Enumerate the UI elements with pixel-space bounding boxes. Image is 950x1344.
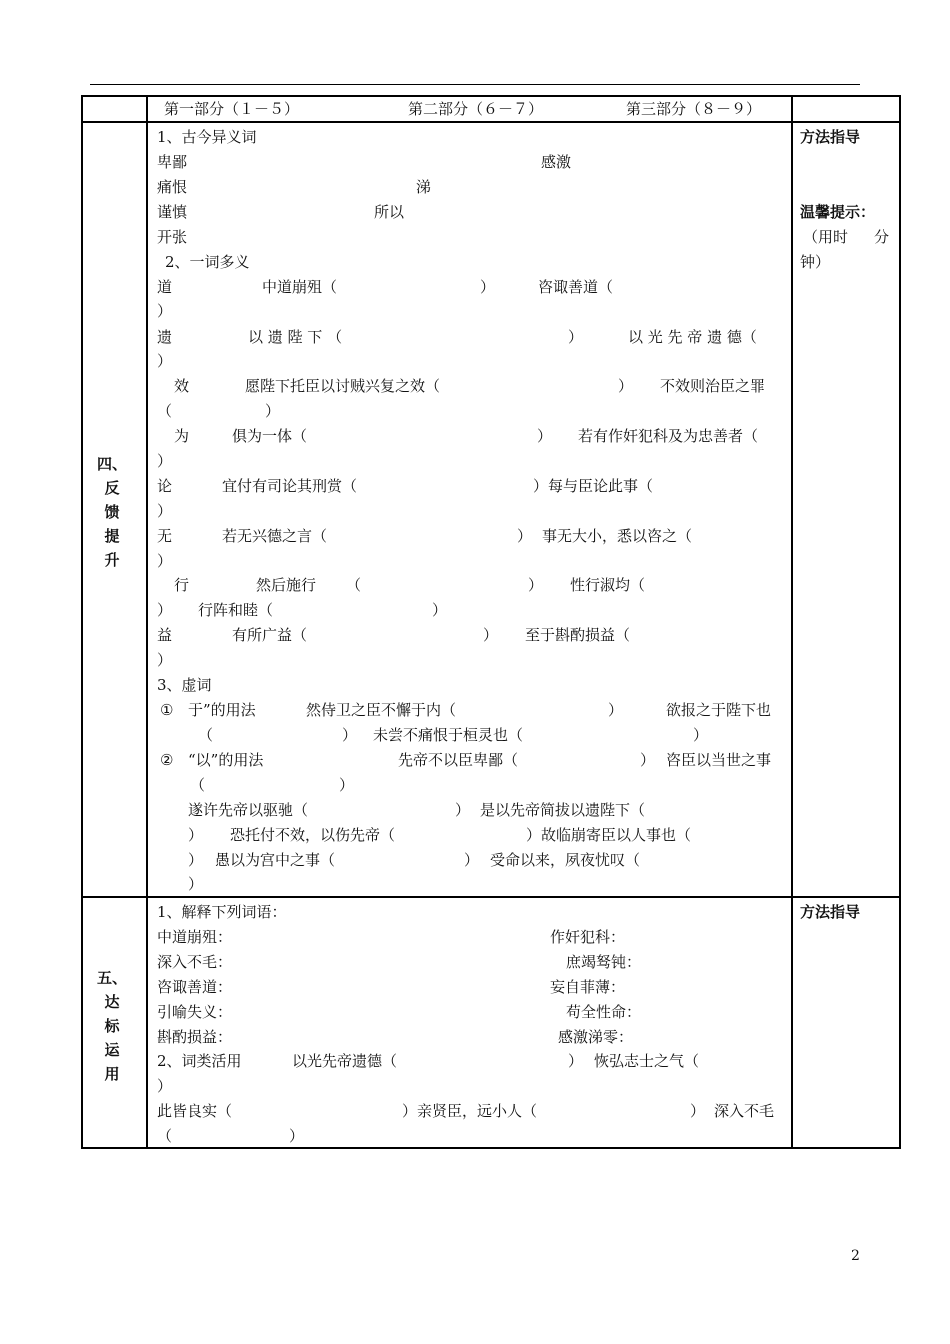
term: 中道崩殂： (157, 928, 233, 946)
part-three-label: 第三部分（８－９） (626, 100, 762, 118)
example: 有所广益（ (232, 626, 308, 644)
word: 论 (157, 477, 173, 495)
time-unit: 钟） (800, 253, 831, 271)
paren: （ (190, 776, 206, 794)
paren: ） (157, 601, 173, 619)
paren: ） (157, 552, 173, 570)
example: 若有作奸犯科及为忠善者（ (578, 427, 759, 445)
part-two-label: 第二部分（６－７） (408, 100, 544, 118)
paren: ） (157, 502, 173, 520)
example: 未尝不痛恨于桓灵也（ (373, 726, 524, 744)
example: 至于斟酌损益（ (525, 626, 631, 644)
method-guide-title: 方法指导 (800, 128, 861, 146)
word: 为 (174, 427, 190, 445)
paren: ） (608, 701, 624, 719)
heading-polysemy: 2、一词多义 (165, 253, 250, 271)
row-divider (81, 896, 901, 898)
example: 行阵和睦（ (198, 601, 274, 619)
section-four-label: 四、 反 馈 提 升 (96, 455, 127, 569)
paren: （ (346, 576, 362, 594)
term: 所以 (374, 203, 405, 221)
header-rule (90, 84, 860, 85)
term: 妄自菲薄： (550, 978, 626, 996)
heading-ancient-modern: 1、古今异义词 (157, 128, 257, 146)
term: 引喻失义： (157, 1003, 233, 1021)
example: 以 遗 陛 下 （ (248, 328, 343, 346)
paren: （ (157, 1127, 173, 1145)
paren: ） (517, 527, 533, 545)
example: 愿陛下托臣以讨贼兴复之效（ (245, 377, 441, 395)
example: 若无兴德之言（ (222, 527, 328, 545)
part-one-label: 第一部分（１－５） (164, 100, 300, 118)
term: 痛恨 (157, 178, 188, 196)
tip-title: 温馨提示： (800, 203, 876, 221)
term: 作奸犯科： (550, 928, 626, 946)
term: 谨慎 (157, 203, 188, 221)
term: 涕 (416, 178, 432, 196)
time-unit: 分 (874, 228, 890, 246)
term: 斟酌损益： (157, 1028, 233, 1046)
term: 咨诹善道： (157, 978, 233, 996)
example: 恐托付不效，以伤先帝（ (230, 826, 396, 844)
paren: ） (157, 352, 173, 370)
example: 事无大小，悉以咨之（ (542, 527, 693, 545)
example: 愚以为宫中之事（ (215, 851, 336, 869)
example: ）每与臣论此事（ (533, 477, 654, 495)
paren: ） (188, 851, 204, 869)
example: 受命以来，夙夜忧叹（ (490, 851, 641, 869)
example: 咨臣以当世之事 (666, 751, 772, 769)
word: 益 (157, 626, 173, 644)
heading-function-words: 3、虚词 (157, 676, 212, 694)
paren: ） (157, 452, 173, 470)
item-marker: ② (160, 751, 174, 769)
usage-label: 于”的用法 (188, 701, 256, 719)
example: 深入不毛 (714, 1102, 775, 1120)
word: 遗 (157, 328, 173, 346)
example: 中道崩殂（ (262, 278, 338, 296)
word: 效 (174, 377, 190, 395)
example: 恢弘志士之气（ (594, 1052, 700, 1070)
paren: ） (455, 801, 471, 819)
example: 以光先帝遗德（ (292, 1052, 398, 1070)
paren: ） (640, 751, 656, 769)
paren: ） (339, 776, 355, 794)
example: 然侍卫之臣不懈于内（ (306, 701, 457, 719)
term: 感激 (541, 153, 572, 171)
term: 开张 (157, 228, 188, 246)
example: ）故临崩寄臣以人事也（ (526, 826, 692, 844)
page-number: 2 (851, 1248, 860, 1264)
paren: ） (483, 626, 499, 644)
example: 宜付有司论其刑赏（ (222, 477, 358, 495)
col-divider (791, 95, 793, 1149)
paren: ） (464, 851, 480, 869)
time-label: （用时 (803, 228, 849, 246)
term: 庶竭驽钝： (566, 953, 642, 971)
term: 感激涕零： (558, 1028, 634, 1046)
col-divider (146, 95, 148, 1149)
paren: ） (157, 1077, 173, 1095)
example: 俱为一体（ (232, 427, 308, 445)
paren: ） (568, 1052, 584, 1070)
example: 是以先帝简拔以遗陛下（ (480, 801, 646, 819)
paren: ） (693, 726, 709, 744)
example: ）亲贤臣，远小人（ (402, 1102, 538, 1120)
paren: （ (198, 726, 214, 744)
term: 卑鄙 (157, 153, 188, 171)
section-five-label: 五、 达 标 运 用 (96, 969, 127, 1083)
example: 然后施行 (256, 576, 317, 594)
paren: ） (618, 377, 634, 395)
word: 行 (174, 576, 190, 594)
paren: ） (342, 726, 358, 744)
paren: ） (289, 1127, 305, 1145)
example: 咨诹善道（ (538, 278, 614, 296)
paren: ） (480, 278, 496, 296)
word: 道 (157, 278, 173, 296)
paren: ） (188, 826, 204, 844)
example: 以 光 先 帝 遗 德（ (628, 328, 757, 346)
example: 此皆良实（ (157, 1102, 233, 1120)
example: 欲报之于陛下也 (666, 701, 772, 719)
heading-explain: 1、解释下列词语： (157, 903, 287, 921)
term: 深入不毛： (157, 953, 233, 971)
example: 性行淑均（ (570, 576, 646, 594)
paren: ） (265, 402, 281, 420)
example: 不效则治臣之罪 (660, 377, 766, 395)
paren: ） (432, 601, 448, 619)
paren: ） (157, 651, 173, 669)
row-divider (81, 121, 901, 123)
item-marker: ① (160, 701, 174, 719)
paren: ） (690, 1102, 706, 1120)
term: 苟全性命： (566, 1003, 642, 1021)
paren: ） (568, 328, 584, 346)
usage-label: “以”的用法 (188, 751, 264, 769)
paren: ） (188, 875, 204, 893)
paren: （ (157, 402, 173, 420)
paren: ） (157, 302, 173, 320)
method-guide-title: 方法指导 (800, 903, 861, 921)
word: 无 (157, 527, 173, 545)
example: 遂许先帝以驱驰（ (188, 801, 309, 819)
paren: ） (528, 576, 544, 594)
heading-word-class: 2、词类活用 (157, 1052, 242, 1070)
example: 先帝不以臣卑鄙（ (398, 751, 519, 769)
paren: ） (537, 427, 553, 445)
